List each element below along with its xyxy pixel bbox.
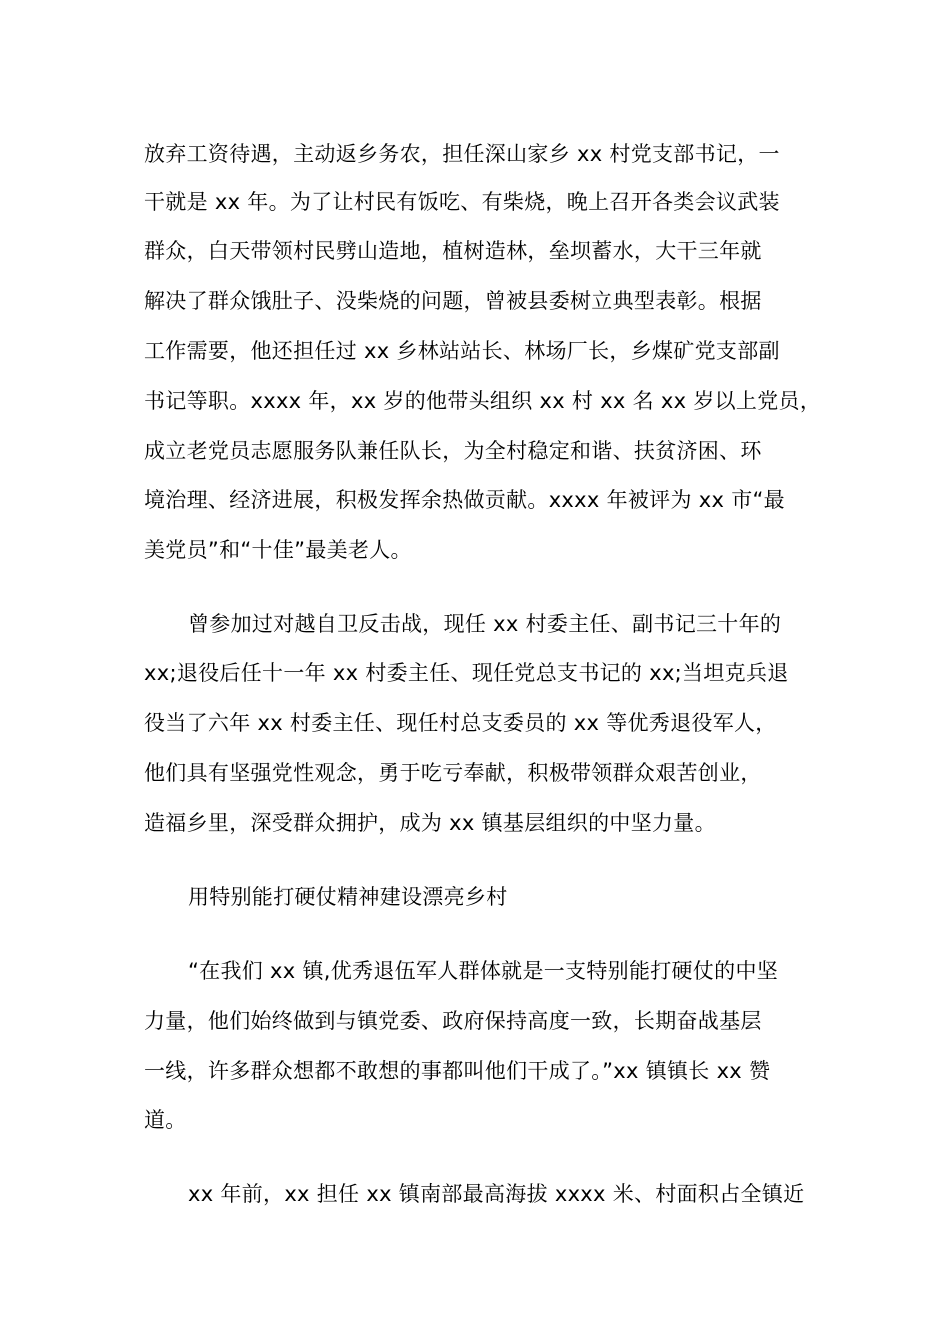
text-line: 解决了群众饿肚子、没柴烧的问题，曾被县委树立典型表彰。根据: [144, 289, 762, 313]
text-line: 一线，许多群众想都不敢想的事都叫他们干成了。”xx 镇镇长 xx 赞: [144, 1059, 771, 1083]
text-line: 群众，白天带领村民劈山造地，植树造林，垒坝蓄水，大干三年就: [144, 239, 762, 263]
text-line: 放弃工资待遇，主动返乡务农，担任深山家乡 xx 村党支部书记，一: [144, 142, 780, 166]
text-line: 干就是 xx 年。为了让村民有饭吃、有柴烧，晚上召开各类会议武装: [144, 190, 780, 214]
text-line: 他们具有坚强党性观念，勇于吃亏奉献，积极带领群众艰苦创业，: [144, 761, 762, 785]
text-line: xx;退役后任十一年 xx 村委主任、现任党总支书记的 xx;当坦克兵退: [144, 661, 789, 685]
text-line: 道。: [144, 1108, 187, 1132]
text-line: 造福乡里，深受群众拥护，成为 xx 镇基层组织的中坚力量。: [144, 811, 716, 835]
heading-line: 用特别能打硬仗精神建设漂亮乡村: [188, 885, 508, 909]
text-line: xx 年前，xx 担任 xx 镇南部最高海拔 xxxx 米、村面积占全镇近: [188, 1182, 805, 1206]
text-line: 曾参加过对越自卫反击战，现任 xx 村委主任、副书记三十年的: [188, 612, 782, 636]
text-line: 书记等职。xxxx 年，xx 岁的他带头组织 xx 村 xx 名 xx 岁以上党员，: [144, 389, 822, 413]
text-line: 工作需要，他还担任过 xx 乡林站站长、林场厂长，乡煤矿党支部副: [144, 339, 780, 363]
text-line: 役当了六年 xx 村委主任、现任村总支委员的 xx 等优秀退役军人，: [144, 711, 777, 735]
text-line: 成立老党员志愿服务队兼任队长，为全村稳定和谐、扶贫济困、环: [144, 439, 762, 463]
text-line: 境治理、经济进展，积极发挥余热做贡献。xxxx 年被评为 xx 市“最: [144, 488, 785, 512]
text-line: 力量，他们始终做到与镇党委、政府保持高度一致，长期奋战基层: [144, 1009, 762, 1033]
text-line: “在我们 xx 镇,优秀退伍军人群体就是一支特别能打硬仗的中坚: [188, 959, 779, 983]
text-line: 美党员”和“十佳”最美老人。: [144, 538, 412, 562]
